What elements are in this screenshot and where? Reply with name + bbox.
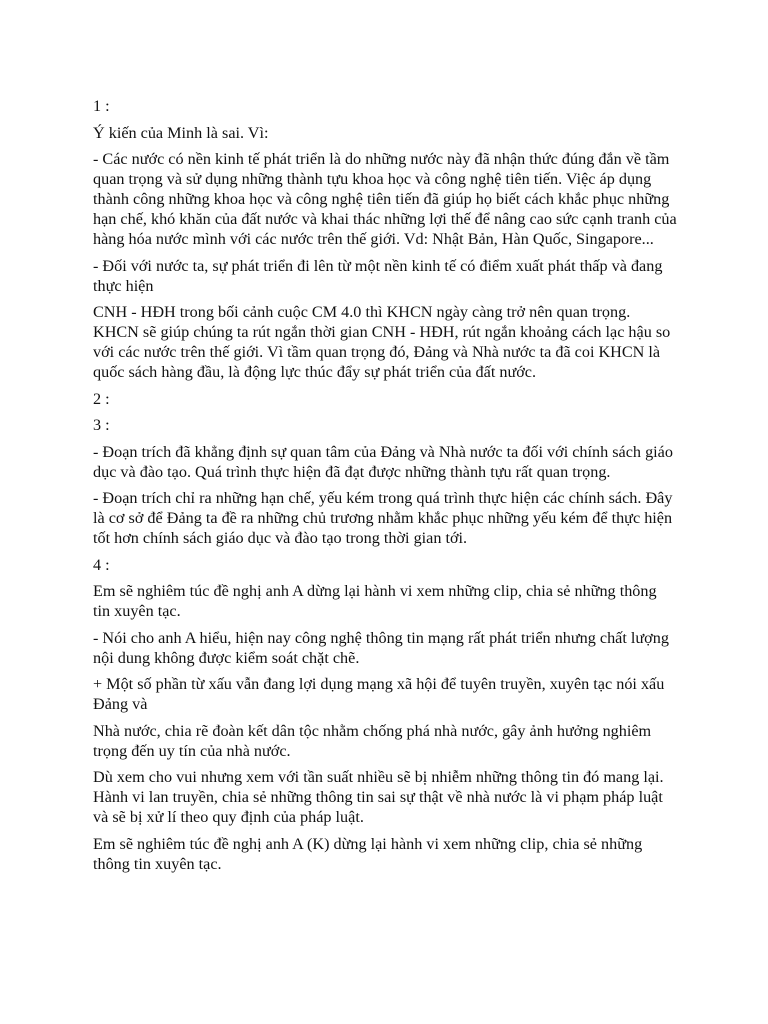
paragraph-opinion: Ý kiến của Minh là sai. Vì: [93, 123, 269, 142]
paragraph-industrialization: CNH - HĐH trong bối cảnh cuộc CM 4.0 thì KHCN ngày càng trở nên quan trọng. KHCN sẽ giúp chúng ta rút ngắn thời gian CNH - HĐH, rút ngắn khoảng cách lạc hậu so với các nước trên thế giới. Vì tầm quan trọng đó, Đảng và Nhà nước ta đã coi KHCN là quốc sách hàng đầu, là động lực thúc đẩy sự phát triển của đất nước. [93, 303, 671, 381]
heading-question-2: 2 : [93, 389, 110, 408]
paragraph-explain-it: - Nói cho anh A hiểu, hiện nay công nghệ thông tin mạng rất phát triển nhưng chất lượng nội dung không được kiểm soát chặt chẽ. [93, 628, 669, 667]
heading-question-4: 4 : [93, 555, 110, 574]
paragraph-our-country: - Đối với nước ta, sự phát triển đi lên từ một nền kinh tế có điểm xuất phát thấp và đang thực hiện [93, 256, 663, 295]
paragraph-law-violation: Dù xem cho vui nhưng xem với tần suất nhiều sẽ bị nhiễm những thông tin đó mang lại. Hành vi lan truyền, chia sẻ những thông tin sai sự thật về nhà nước là vi phạm pháp luật và sẽ bị xử lí theo quy định của pháp luật. [93, 768, 664, 826]
document-page [93, 96, 677, 880]
paragraph-excerpt-limitations: - Đoạn trích chỉ ra những hạn chế, yếu kém trong quá trình thực hiện các chính sách. Đây là cơ sở để Đảng ta đề ra những chủ trương nhằm khắc phục những yếu kém để thực hiện tốt hơn chính sách giáo dục và đào tạo trong thời gian tới. [93, 489, 673, 547]
paragraph-request-stop: Em sẽ nghiêm túc đề nghị anh A dừng lại hành vi xem những clip, chia sẻ những thông tin xuyên tạc. [93, 582, 657, 620]
paragraph-final-request: Em sẽ nghiêm túc đề nghị anh A (K) dừng lại hành vi xem những clip, chia sẻ những thông tin xuyên tạc. [93, 834, 643, 873]
paragraph-state-division: Nhà nước, chia rẽ đoàn kết dân tộc nhằm chống phá nhà nước, gây ảnh hưởng nghiêm trọng đến uy tín của nhà nước. [93, 721, 652, 760]
heading-question-1: 1 : [93, 97, 110, 115]
paragraph-excerpt-affirms: - Đoạn trích đã khẳng định sự quan tâm của Đảng và Nhà nước ta đối với chính sách giáo dục và đào tạo. Quá trình thực hiện đã đạt được những thành tựu rất quan trọng. [93, 442, 673, 481]
paragraph-developed-countries: - Các nước có nền kinh tế phát triển là do những nước này đã nhận thức đúng đắn về tầm quan trọng và sử dụng những thành tựu khoa học và công nghệ tiên tiến. Việc áp dụng thành công những khoa học và công nghệ tiên tiến đã giúp họ biết cách khắc phục những hạn chế, khó khăn của đất nước và khai thác những lợi thế để nâng cao sức cạnh tranh của hàng hóa nước mình với các nước trên thế giới. Vd: Nhật Bản, Hàn Quốc, Singapore... [93, 150, 677, 248]
paragraph-bad-elements: + Một số phần từ xấu vẫn đang lợi dụng mạng xã hội để tuyên truyền, xuyên tạc nói xấu Đảng và [93, 675, 665, 713]
heading-question-3: 3 : [93, 416, 110, 434]
